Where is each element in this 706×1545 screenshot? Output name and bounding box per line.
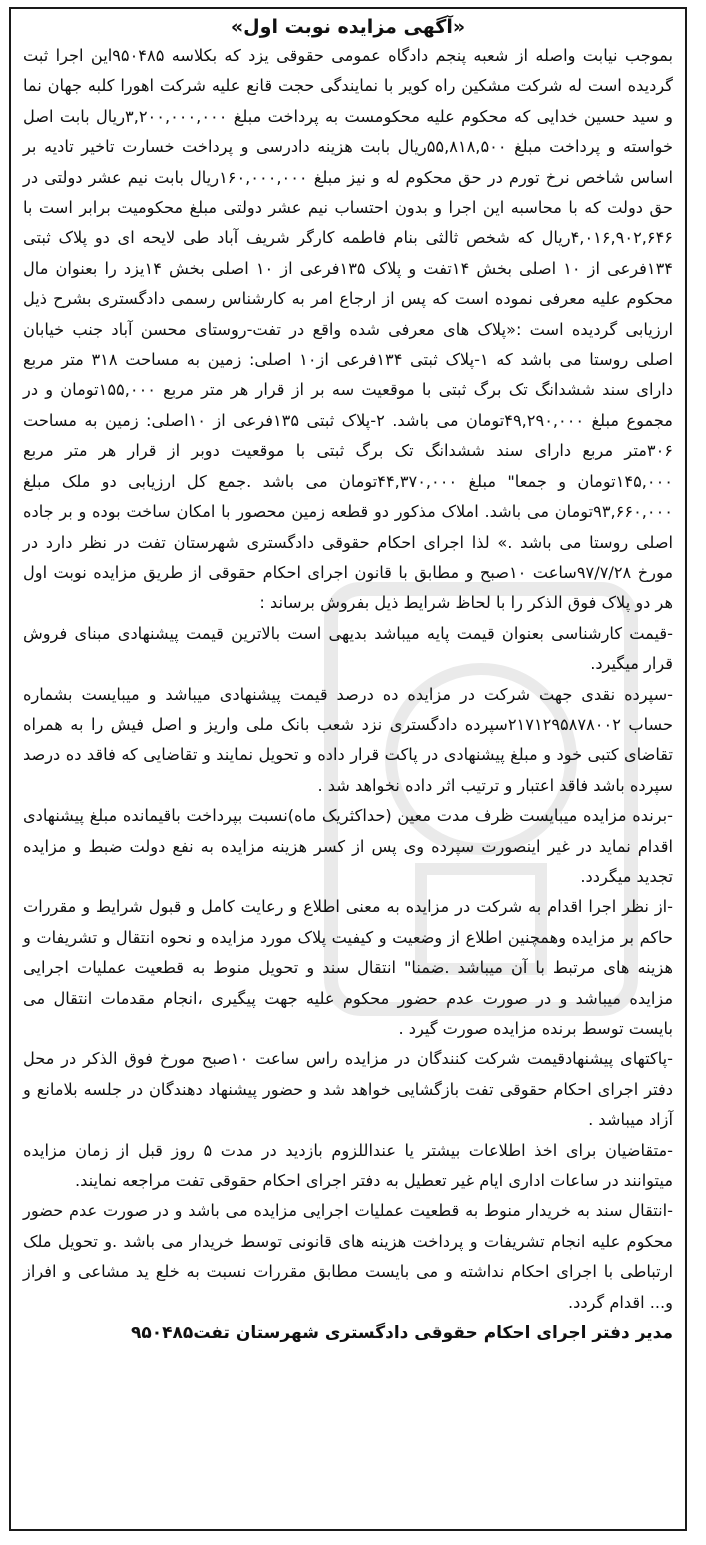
condition-envelope-opening: -پاکتهای پیشنهادقیمت شرکت کنندگان در مزایده راس ساعت ۱۰صبح مورخ فوق الذکر در محل دفتر اجرای احکام حقوقی تفت بازگشایی خواهد شد و حضور پیشنهاد دهندگان در جلسه بلامانع و آزاد میباشد .: [23, 1049, 673, 1130]
condition-transfer: -انتقال سند به خریدار منوط به قطعیت عملیات اجرایی مزایده می باشد و در صورت عدم حضور محکوم علیه انجام تشریفات و پرداخت هزینه های قانونی توسط خریدار می باشد .و تحویل ملک ارتباطی با اجرای احکام نداشته و می بایست مطابق مقررات نسبت به خلع ید مشاعی و افراز و... اقدام گردد.: [23, 1201, 673, 1312]
auction-notice: [9, 7, 687, 1531]
condition-deposit: -سپرده نقدی جهت شرکت در مزایده ده درصد قیمت پیشنهادی میباشد و میبایست بشماره حساب ۲۱۷۱۲۹۵۸۷۸۰۰۲سپرده دادگستری نزد شعب بانک ملی واریز و اصل فیش را به همراه تقاضای کتبی خود و مبلغ پیشنهادی در پاکت قرار داده و تحویل نمایند و تقاضایی که فاقد ده درصد سپرده باشد فاقد اعتبار و ترتیب اثر داده نخواهد شد .: [23, 684, 674, 795]
condition-base-price: -قیمت کارشناسی بعنوان قیمت پایه میباشد بدیهی است بالاترین قیمت پیشنهادی مبنای فروش قرار میگیرد.: [23, 623, 673, 674]
condition-inspection: -متقاضیان برای اخذ اطلاعات بیشتر یا عنداللزوم بازدید در مدت ۵ روز قبل از زمان مزایده میتوانند در ساعات اداری ایام غیر تعطیل به دفتر اجرای احکام حقوقی تفت مراجعه نمایند.: [23, 1140, 673, 1191]
condition-payment-deadline: -برنده مزایده میبایست ظرف مدت معین (حداکثریک ماه)نسبت بپرداخت باقیمانده مبلغ پیشنهادی اقدام نماید در غیر اینصورت سپرده وی پس از کسر هزینه مزایده به نفع دولت ضبط و مزایده تجدید میگردد.: [23, 806, 673, 886]
notice-main-paragraph: بموجب نیابت واصله از شعبه پنجم دادگاه عمومی حقوقی یزد که بکلاسه ۹۵۰۴۸۵این اجرا ثبت گردیده است له شرکت مشکین راه کویر با نمایندگی حجت قانع علیه شرکت اهورا کلبه جهان نما و سید حسین خدایی که محکوم علیه محکومست به پرداخت مبلغ ۳,۲۰۰,۰۰۰,۰۰۰ریال بابت اصل خواسته و پرداخت مبلغ ۵۵,۸۱۸,۵۰۰ریال بابت هزینه دادرسی و پرداخت خسارت تاخیر تادیه بر اساس شاخص نرخ تورم در حق محکوم له و نیز مبلغ ۱۶۰,۰۰۰,۰۰۰ریال بابت نیم عشر دولتی در حق دولت که با محاسبه این اجرا و بدون احتساب نیم عشر دولتی مبلغ محکومیت برابر است با ۴,۰۱۶,۹۰۲,۶۴۶ریال که شخص ثالثی بنام فاطمه کارگر شریف آباد طی لایحه ای دو پلاک ثبتی ۱۳۴فرعی از ۱۰ اصلی بخش ۱۴تفت و پلاک ۱۳۵فرعی از ۱۰ اصلی بخش ۱۴یزد را بعنوان مال محکوم علیه معرفی نموده است که پس از ارجاع امر به کارشناس رسمی دادگستری بشرح ذیل ارزیابی گردیده است :«پلاک های معرفی شده واقع در تفت-روستای محسن آباد جنب خیابان اصلی روستا می باشد که ۱-پلاک ثبتی ۱۳۴فرعی از۱۰ اصلی: زمین به مساحت ۳۱۸ متر مربع دارای سند ششدانگ تک برگ ثبتی با موقعیت سه بر از قرار هر متر مربع ۱۵۵,۰۰۰تومان و در مجموع مبلغ ۴۹,۲۹۰,۰۰۰تومان می باشد. ۲-پلاک ثبتی ۱۳۵فرعی از ۱۰اصلی: زمین به مساحت ۳۰۶متر مربع دارای سند ششدانگ تک برگ ثبتی با موقعیت دوبر از قرار هر متر مربع ۱۴۵,۰۰۰تومان و جمعا" مبلغ ۴۴,۳۷۰,۰۰۰تومان می باشد .جمع کل ارزیابی دو ملک مبلغ ۹۳,۶۶۰,۰۰۰تومان می باشد. املاک مذکور دو قطعه زمین محصور با امکان ساخت بوده و بر جاده اصلی روستا می باشد .» لذا اجرای احکام حقوقی دادگستری شهرستان تفت در نظر دارد در مورخ ۹۷/۷/۲۸ساعت ۱۰صبح و مطابق با قانون اجرای احکام حقوقی از طریق مزایده نوبت اول هر دو پلاک فوق الذکر را با لحاظ شرایط ذیل بفروش برساند :: [23, 46, 674, 613]
condition-acceptance: -از نظر اجرا اقدام به شرکت در مزایده به معنی اطلاع و رعایت کامل و قبول شرایط و مقررات حاکم بر مزایده وهمچنین اطلاع از وضعیت و کیفیت پلاک مورد مزایده و نحوه انتقال و تشریفات و هزینه های مرتبط با آن میباشد .ضمنا" انتقال سند و تحویل منوط به قطعیت عملیات اجرایی مزایده میباشد و در صورت عدم حضور محکوم علیه جهت پیگیری ،انجام مقدمات انتقال می بایست توسط برنده مزایده صورت گیرد .: [23, 897, 673, 1038]
notice-body: [23, 41, 673, 1318]
notice-title: «آگهی مزایده نوبت اول»: [230, 16, 466, 38]
notice-signature: مدیر دفتر اجرای احکام حقوقی دادگستری شهرستان تفت۹۵۰۴۸۵: [131, 1323, 673, 1344]
